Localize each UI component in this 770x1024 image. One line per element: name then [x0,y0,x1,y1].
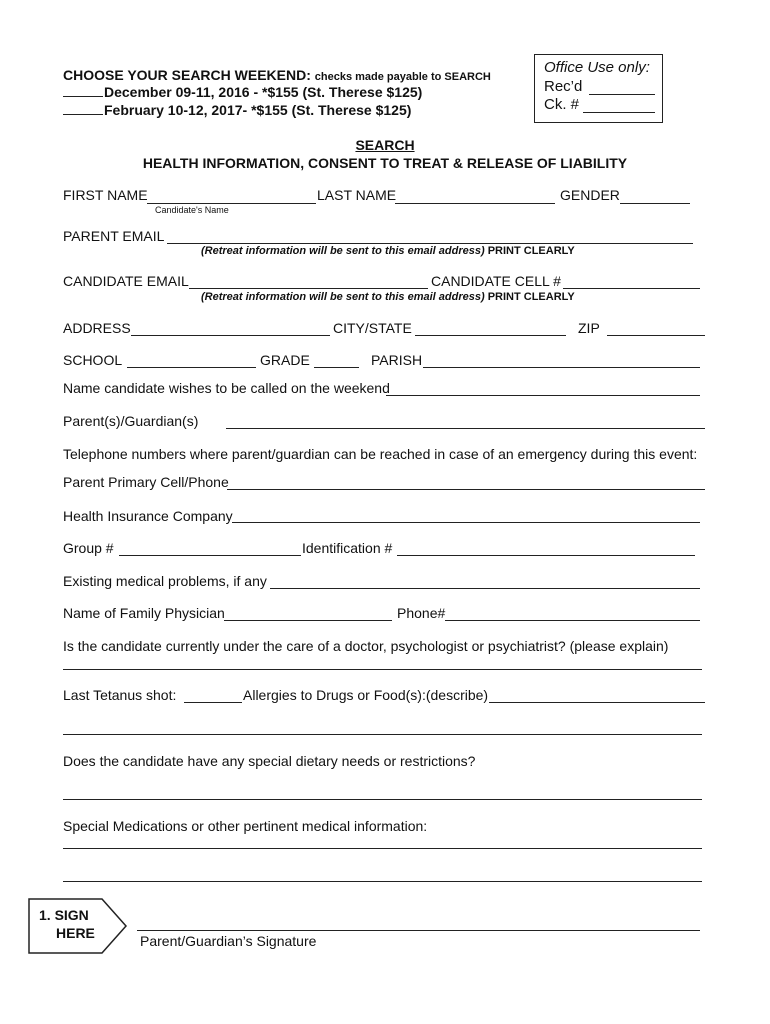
medical-problems-field[interactable] [270,588,700,589]
office-recd-label: Rec’d [544,78,583,95]
physician-phone-label: Phone# [397,605,446,621]
insurance-label: Health Insurance Company [63,508,233,524]
weekend-2-blank[interactable] [63,114,103,115]
parish-label: PARISH [371,352,423,368]
grade-label: GRADE [260,352,310,368]
medications-field-1[interactable] [63,848,702,849]
office-use-box [534,54,663,123]
identification-label: Identification # [302,540,393,556]
sign-here-line2: HERE [56,925,95,941]
school-field[interactable] [127,367,256,368]
allergies-extra-field[interactable] [63,734,702,735]
physician-phone-field[interactable] [445,620,700,621]
sign-here-line1: 1. SIGN [39,907,89,923]
parent-email-print-clearly: PRINT CLEARLY [487,245,575,257]
tetanus-field[interactable] [184,702,242,703]
candidate-email-note-text: (Retreat information will be sent to this email address) [201,291,485,303]
candidate-email-label: CANDIDATE EMAIL [63,273,189,289]
first-name-field[interactable] [147,203,316,204]
office-recd-blank [589,94,655,95]
office-ck-blank [583,112,655,113]
medications-field-2[interactable] [63,881,702,882]
zip-label: ZIP [578,320,600,336]
candidate-email-field[interactable] [189,288,428,289]
candidates-name-caption: Candidate's Name [155,205,229,215]
nickname-label: Name candidate wishes to be called on the weekend [63,380,390,396]
signature-label: Parent/Guardian’s Signature [140,933,317,949]
physician-field[interactable] [224,620,392,621]
choose-weekend-title: CHOOSE YOUR SEARCH WEEKEND: [63,67,311,83]
group-field[interactable] [119,555,301,556]
dietary-question: Does the candidate have any special dietary needs or restrictions? [63,753,476,769]
gender-field[interactable] [620,203,690,204]
parish-field[interactable] [423,367,700,368]
group-label: Group # [63,540,114,556]
grade-field[interactable] [314,367,359,368]
form-subtitle: HEALTH INFORMATION, CONSENT TO TREAT & RELEASE OF LIABILITY [142,155,628,171]
first-name-label: FIRST NAME [63,187,148,203]
identification-field[interactable] [397,555,695,556]
physician-label: Name of Family Physician [63,605,225,621]
parent-email-note [201,245,575,257]
medications-label: Special Medications or other pertinent medical information: [63,818,428,834]
dietary-field[interactable] [63,799,702,800]
telephone-intro: Telephone numbers where parent/guardian can be reached in case of an emergency during this event: [63,446,698,462]
parent-email-note-text: (Retreat information will be sent to this email address) [201,245,485,257]
weekend-1-blank[interactable] [63,96,103,97]
weekend-option-2: February 10-12, 2017- *$155 (St. Therese $125) [104,102,412,118]
choose-weekend-heading [63,67,491,83]
care-explain-field[interactable] [63,669,702,670]
last-name-label: LAST NAME [317,187,397,203]
primary-cell-field[interactable] [227,489,705,490]
primary-cell-label: Parent Primary Cell/Phone [63,474,229,490]
care-question: Is the candidate currently under the care of a doctor, psychologist or psychiatrist? (please explain) [63,638,669,654]
nickname-field[interactable] [386,395,700,396]
city-state-label: CITY/STATE [333,320,412,336]
candidate-email-print-clearly: PRINT CLEARLY [487,291,575,303]
medical-problems-label: Existing medical problems, if any [63,573,267,589]
candidate-cell-label: CANDIDATE CELL # [431,273,561,289]
tetanus-label: Last Tetanus shot: [63,687,177,703]
candidate-cell-field[interactable] [563,288,700,289]
last-name-field[interactable] [395,203,555,204]
insurance-field[interactable] [232,522,700,523]
zip-field[interactable] [607,335,705,336]
city-state-field[interactable] [415,335,566,336]
address-field[interactable] [131,335,330,336]
guardians-label: Parent(s)/Guardian(s) [63,413,199,429]
form-title: SEARCH [355,137,415,153]
signature-field[interactable] [137,930,700,931]
address-label: ADDRESS [63,320,131,336]
candidate-email-note [201,291,575,303]
parent-email-label: PARENT EMAIL [63,228,165,244]
guardians-field[interactable] [226,428,705,429]
gender-label: GENDER [560,187,620,203]
office-use-title: Office Use only: [544,59,650,76]
office-ck-label: Ck. # [544,96,580,113]
school-label: SCHOOL [63,352,123,368]
allergies-label: Allergies to Drugs or Food(s):(describe) [243,687,489,703]
weekend-option-1: December 09-11, 2016 - *$155 (St. Therese $125) [104,84,423,100]
parent-email-field[interactable] [167,243,693,244]
allergies-field[interactable] [489,702,705,703]
sign-here-badge [28,898,128,954]
payable-note: checks made payable to SEARCH [314,71,491,83]
